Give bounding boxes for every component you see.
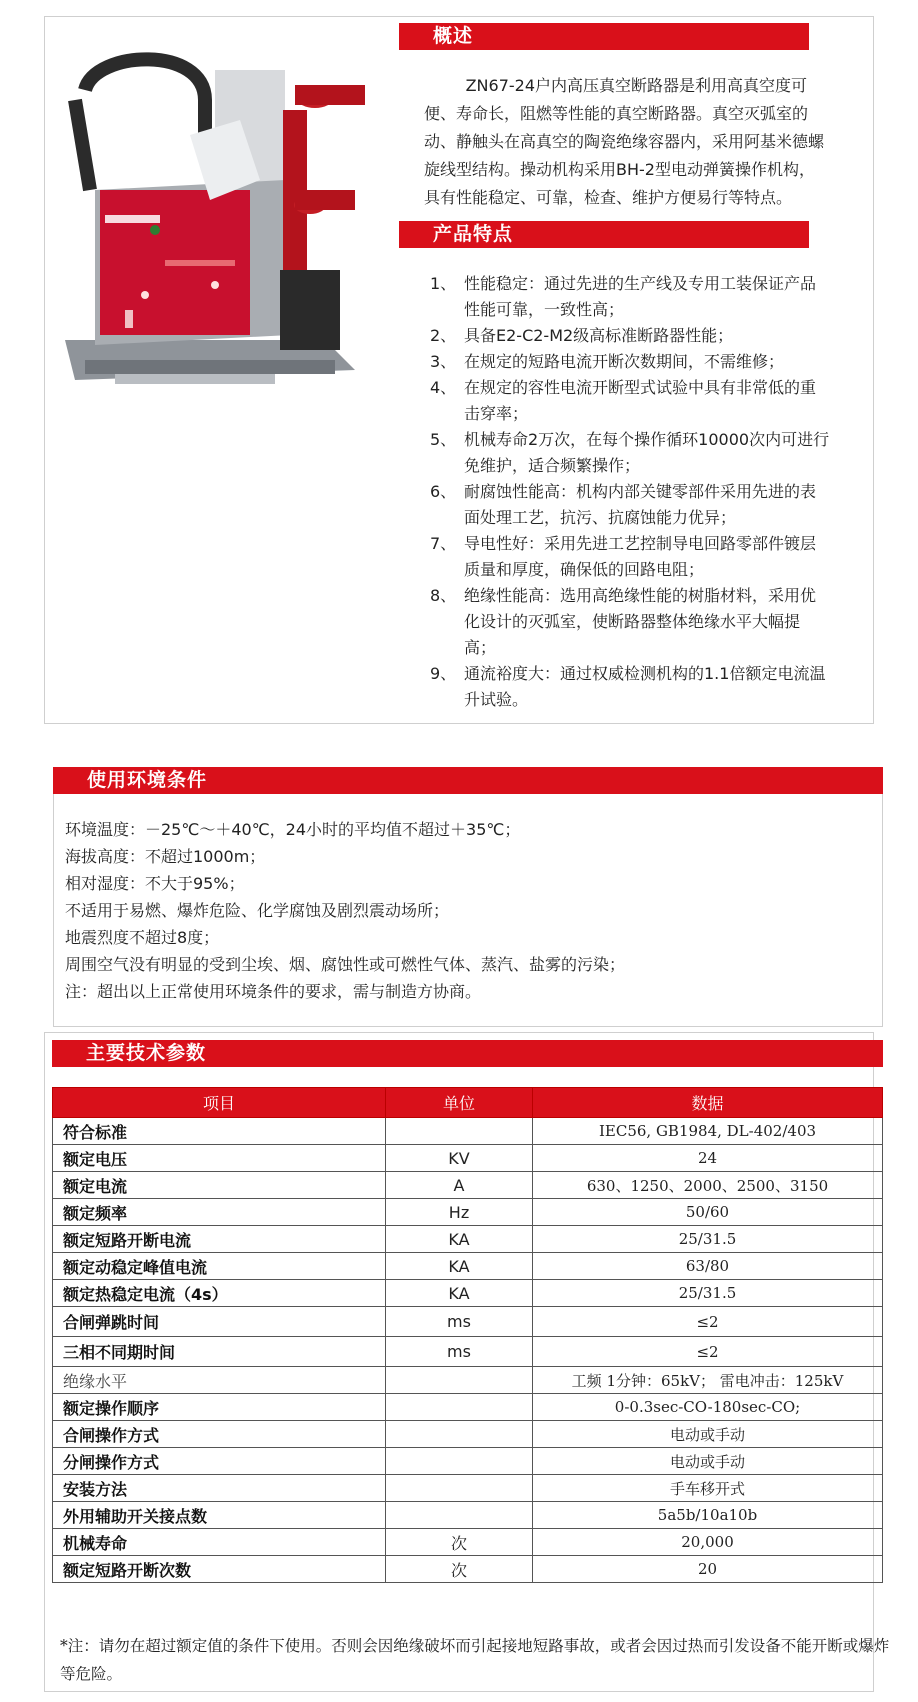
table-row [53, 1502, 883, 1529]
feature-num: 5、 [430, 430, 457, 449]
overview-text: ZN67-24户内高压真空断路器是利用高真空度可便、寿命长，阻燃等性能的真空断路器。真空灭弧室的动、静触头在高真空的陶瓷绝缘容器内，采用阿基米德螺旋线型结构。操动机构采用BH-2型电动弹簧操作机构，具有性能稳定、可靠，检查、维护方便易行等特点。 [424, 76, 825, 207]
param-unit: KV [386, 1145, 533, 1172]
features-title: 产品特点 [433, 223, 514, 245]
col-header-item: 项目 [53, 1088, 386, 1118]
param-value: 工频 1分钟：65kV； 雷电冲击：125kV [533, 1367, 883, 1394]
table-row [53, 1118, 883, 1145]
param-unit: KA [386, 1253, 533, 1280]
param-value: 25/31.5 [533, 1226, 883, 1253]
feature-num: 3、 [430, 352, 457, 371]
table-row [53, 1253, 883, 1280]
param-name: 额定电压 [53, 1145, 386, 1172]
param-value: 25/31.5 [533, 1280, 883, 1307]
param-unit [386, 1502, 533, 1529]
param-value: 630、1250、2000、2500、3150 [533, 1172, 883, 1199]
table-row [53, 1145, 883, 1172]
param-value: 电动或手动 [533, 1421, 883, 1448]
param-name: 额定电流 [53, 1172, 386, 1199]
feature-text: 具备E2-C2-M2级高标准断路器性能； [464, 326, 734, 345]
table-row [53, 1280, 883, 1307]
param-value: ≤2 [533, 1307, 883, 1337]
feature-num: 2、 [430, 326, 457, 345]
param-unit [386, 1394, 533, 1421]
environment-line: 注：超出以上正常使用环境条件的要求，需与制造方协商。 [65, 982, 482, 1001]
param-unit [386, 1367, 533, 1394]
param-name: 额定热稳定电流（4s） [53, 1280, 386, 1307]
table-row [53, 1556, 883, 1583]
param-name: 外用辅助开关接点数 [53, 1502, 386, 1529]
param-value: 63/80 [533, 1253, 883, 1280]
spec-table-header-row [53, 1088, 883, 1118]
feature-item [430, 661, 830, 713]
table-row [53, 1421, 883, 1448]
environment-line: 地震烈度不超过8度； [65, 928, 220, 947]
param-name: 分闸操作方式 [53, 1448, 386, 1475]
param-value: 电动或手动 [533, 1448, 883, 1475]
table-row [53, 1394, 883, 1421]
param-name: 合闸弹跳时间 [53, 1307, 386, 1337]
param-unit [386, 1448, 533, 1475]
feature-text: 绝缘性能高：选用高绝缘性能的树脂材料，采用优化设计的灭弧室，使断路器整体绝缘水平大幅提高； [464, 586, 817, 657]
param-value: 20 [533, 1556, 883, 1583]
environment-line: 海拔高度：不超过1000m； [65, 847, 266, 866]
param-value: 手车移开式 [533, 1475, 883, 1502]
feature-num: 6、 [430, 482, 457, 501]
table-row [53, 1307, 883, 1337]
environment-title: 使用环境条件 [87, 769, 208, 791]
table-row [53, 1529, 883, 1556]
param-name: 额定动稳定峰值电流 [53, 1253, 386, 1280]
param-unit: A [386, 1172, 533, 1199]
param-unit: 次 [386, 1556, 533, 1583]
feature-item [430, 323, 830, 349]
table-row [53, 1199, 883, 1226]
product-image [55, 40, 395, 400]
param-name: 安装方法 [53, 1475, 386, 1502]
spec-table [52, 1087, 883, 1583]
environment-line: 周围空气没有明显的受到尘埃、烟、腐蚀性或可燃性气体、蒸汽、盐雾的污染； [65, 955, 626, 974]
feature-item [430, 349, 830, 375]
param-unit: ms [386, 1337, 533, 1367]
param-unit: KA [386, 1226, 533, 1253]
features-header [399, 221, 809, 248]
feature-num: 8、 [430, 586, 457, 605]
environment-line: 相对湿度：不大于95%； [65, 874, 245, 893]
feature-item [430, 271, 830, 323]
param-name: 额定短路开断次数 [53, 1556, 386, 1583]
feature-item [430, 479, 830, 531]
param-unit [386, 1118, 533, 1145]
param-value: IEC56, GB1984, DL-402/403 [533, 1118, 883, 1145]
param-name: 额定频率 [53, 1199, 386, 1226]
col-header-data: 数据 [533, 1088, 883, 1118]
param-name: 符合标准 [53, 1118, 386, 1145]
param-name: 额定短路开断电流 [53, 1226, 386, 1253]
feature-text: 导电性好：采用先进工艺控制导电回路零部件镀层质量和厚度，确保低的回路电阻； [464, 534, 817, 579]
param-unit: Hz [386, 1199, 533, 1226]
environment-lines [65, 816, 625, 1005]
feature-item [430, 375, 830, 427]
feature-num: 1、 [430, 274, 457, 293]
feature-item [430, 583, 830, 661]
feature-item [430, 531, 830, 583]
specs-header [52, 1040, 883, 1067]
overview-header [399, 23, 809, 50]
param-value: 24 [533, 1145, 883, 1172]
param-unit: 次 [386, 1529, 533, 1556]
overview-title: 概述 [433, 25, 474, 47]
param-value: 0-0.3sec-CO-180sec-CO; [533, 1394, 883, 1421]
table-row [53, 1172, 883, 1199]
param-name: 三相不同期时间 [53, 1337, 386, 1367]
feature-num: 7、 [430, 534, 457, 553]
spec-note: *注：请勿在超过额定值的条件下使用。否则会因绝缘破坏而引起接地短路事故，或者会因过热而引发设备不能开断或爆炸等危险。 [60, 1637, 890, 1683]
feature-num: 4、 [430, 378, 457, 397]
param-value: 20,000 [533, 1529, 883, 1556]
param-unit [386, 1421, 533, 1448]
feature-item [430, 427, 830, 479]
feature-text: 性能稳定：通过先进的生产线及专用工装保证产品性能可靠，一致性高； [464, 274, 817, 319]
feature-text: 通流裕度大：通过权威检测机构的1.1倍额定电流温升试验。 [464, 664, 826, 709]
feature-text: 在规定的短路电流开断次数期间，不需维修； [464, 352, 785, 371]
col-header-unit: 单位 [386, 1088, 533, 1118]
table-row [53, 1475, 883, 1502]
feature-num: 9、 [430, 664, 457, 683]
param-value: 50/60 [533, 1199, 883, 1226]
features-list [430, 271, 830, 713]
table-row [53, 1367, 883, 1394]
table-row [53, 1337, 883, 1367]
specs-title: 主要技术参数 [86, 1042, 207, 1064]
param-name: 机械寿命 [53, 1529, 386, 1556]
param-name: 额定操作顺序 [53, 1394, 386, 1421]
param-value: ≤2 [533, 1337, 883, 1367]
environment-line: 环境温度：－25℃～＋40℃，24小时的平均值不超过＋35℃； [65, 820, 521, 839]
environment-line: 不适用于易燃、爆炸危险、化学腐蚀及剧烈震动场所； [65, 901, 450, 920]
table-row [53, 1226, 883, 1253]
param-unit: KA [386, 1280, 533, 1307]
param-value: 5a5b/10a10b [533, 1502, 883, 1529]
circuit-breaker-illustration [55, 40, 395, 400]
feature-text: 在规定的容性电流开断型式试验中具有非常低的重击穿率； [464, 378, 817, 423]
param-unit [386, 1475, 533, 1502]
environment-header [53, 767, 883, 794]
param-name: 合闸操作方式 [53, 1421, 386, 1448]
param-name: 绝缘水平 [53, 1367, 386, 1394]
table-row [53, 1448, 883, 1475]
feature-text: 机械寿命2万次，在每个操作循环10000次内可进行免维护，适合频繁操作； [464, 430, 830, 475]
param-unit: ms [386, 1307, 533, 1337]
feature-text: 耐腐蚀性能高：机构内部关键零部件采用先进的表面处理工艺，抗污、抗腐蚀能力优异； [464, 482, 817, 527]
